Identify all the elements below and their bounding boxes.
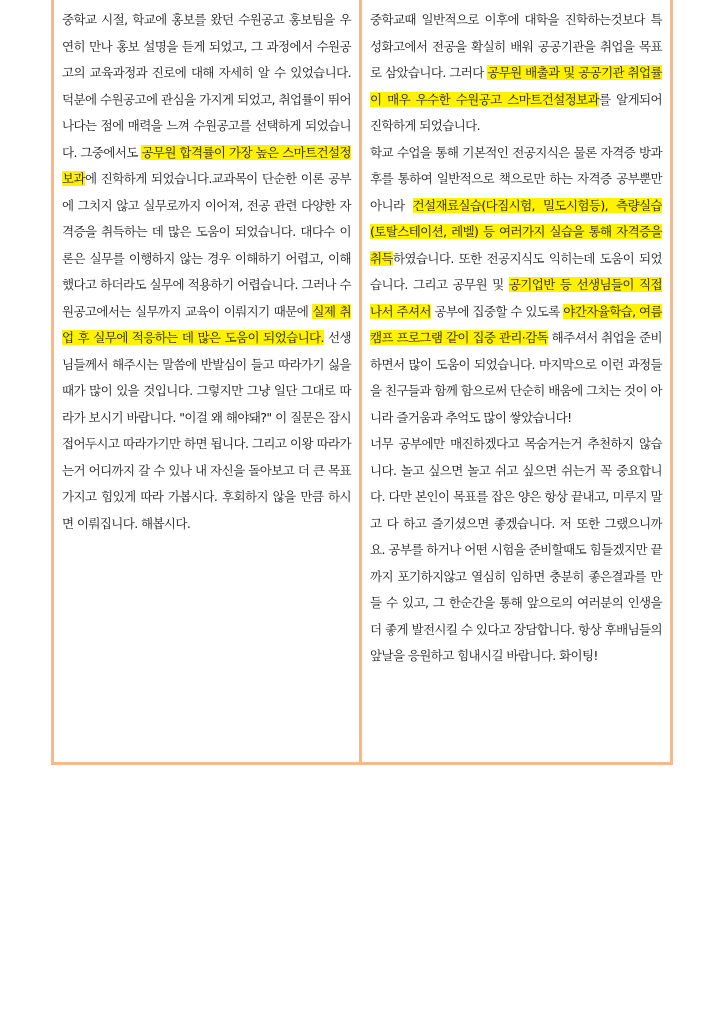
paragraph [62,7,351,537]
highlighted-text: 공무원 합격률이 가장 높은 스마트건설정보과 [62,144,351,186]
body-text: 학교 수업을 통해 기본적인 전공지식은 물론 자격증 방과후를 통하여 일반적으로 책으로만 하는 자격증 공부뿐만 아니라 [370,144,662,213]
paragraph [370,140,662,432]
highlighted-text: 공기업반 등 선생님들이 직접 나서 주셔서 [370,277,662,319]
highlighted-text: 실제 취업 후 실무에 적응하는 데 많은 도움이 되었습니다. [62,303,351,345]
body-text: 너무 공부에만 매진하겠다고 목숨거는거 추천하지 않습니다. 놀고 싶으면 놀고 쉬고 싶으면 쉬는거 꼭 중요합니다. 다만 본인이 목표를 잡은 양은 항상 끝내고, 미루지 말고 다 하고 즐기셨으면 좋겠습니다. 저 또한 그랬으니까요. 공부를 하거나 어떤 시험을 준비할때도 힘들겠지만 끝까지 포기하지않고 열심히 임하면 충분히 좋은결과를 만들 수 있고, 그 한순간을 통해 앞으로의 여러분의 인생을 더 좋게 발전시킬 수 있다고 장담합니다. 항상 후배님들의 앞날을 응원하고 힘내시길 바랍니다. 화이팅! [370,436,662,663]
paragraph [370,7,662,140]
body-text: 해주셔서 취업을 준비하면서 많이 도움이 되었습니다. 마지막으로 이런 과정들을 친구들과 함께 함으로써 단순히 배움에 그치는 것이 아니라 즐거움과 추억도 많이 쌓았습니다! [370,330,662,425]
body-text: 하였습니다. 또한 전공지식도 익히는데 도움이 되었습니다. 그리고 공무원 및 [370,250,662,292]
left-column [54,0,362,762]
essay-frame [51,0,673,765]
highlighted-text: 공무원 배출과 및 공공기관 취업률이 매우 우수한 수원공고 스마트건설정보과 [370,65,662,107]
body-text: 선생님들께서 해주시는 말씀에 반발심이 들고 따라가기 싫을 때가 많이 있을 것입니다. 그렇지만 그냥 일단 그대로 따라가 보시기 바랍니다. "이걸 왜 해야돼?" 이 질문은 잠시 접어두시고 따라가기만 하면 됩니다. 그리고 이왕 따라가는거 어디까지 갈 수 있나 내 자신을 돌아보고 더 큰 목표 가지고 힘있게 따라 가봅시다. 후회하지 않을 만큼 하시면 이뤄집니다. 해봅시다. [62,330,351,531]
body-text: 중학교때 일반적으로 이후에 대학을 진학하는것보다 특성화고에서 전공을 확실히 배워 공공기관을 취업을 목표로 삼았습니다. 그러다 [370,12,662,80]
body-text: 공부에 집중할 수 있도록 [430,303,564,319]
body-text: 에 진학하게 되었습니다.교과목이 단순한 이론 공부에 그치지 않고 실무로까지 이어져, 전공 관련 다양한 자격증을 취득하는 데 많은 도움이 되었습니다. 대다수 이론은 실무를 이행하지 않는 경우 이해하기 어렵고, 이해했다고 하더라도 실무에 적용하기 어렵습니다. 그러나 수원공고에서는 실무까지 교육이 이뤄지기 때문에 [62,171,351,319]
highlighted-text: 건설재료실습(다짐시험, 밀도시험등), 측량실습(토탈스테이션, 레벨) 등 여러가지 실습을 통해 자격증을 취득 [370,197,662,266]
right-column [362,0,670,762]
paragraph [370,431,662,670]
body-text: 중학교 시절, 학교에 홍보를 왔던 수원공고 홍보팀을 우연히 만나 홍보 설명을 듣게 되었고, 그 과정에서 수원공고의 교육과정과 진로에 대해 자세히 알 수 있었습니다. 덕분에 수원공고에 관심을 가지게 되었고, 취업률이 뛰어나다는 점에 매력을 느껴 수원공고를 선택하게 되었습니다. 그중에서도 [62,12,351,160]
highlighted-text: 야간자율학습, 여름캠프 프로그램 같이 집중 관리·감독 [370,303,662,345]
body-text: 를 알게되어 진학하게 되었습니다. [370,91,663,133]
